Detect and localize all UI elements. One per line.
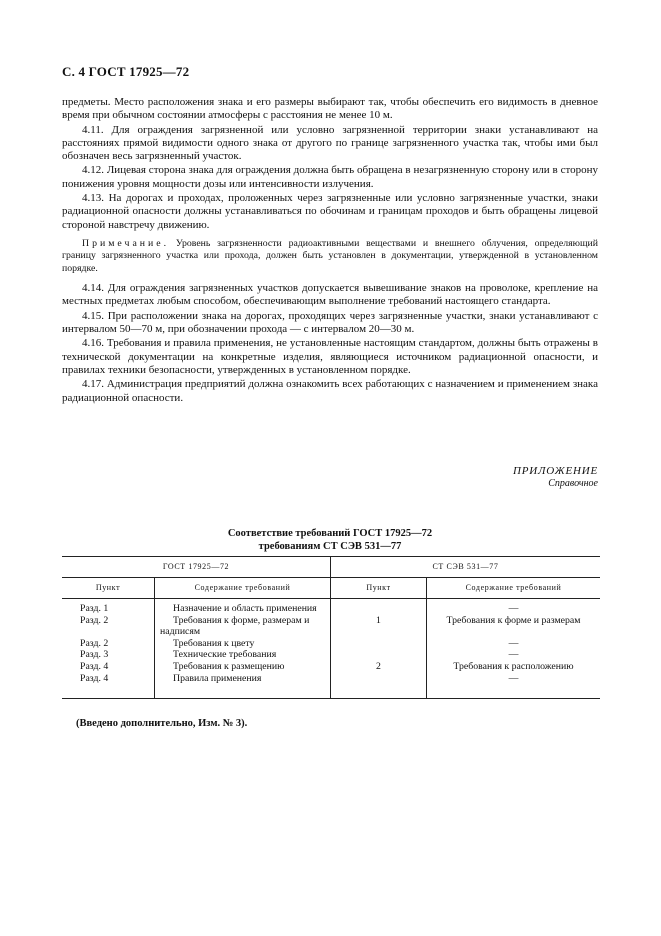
gost-content-cell xyxy=(155,638,331,650)
gost-content-cell xyxy=(155,649,331,661)
gost-item-cell: Разд. 2 xyxy=(80,637,109,649)
column-header-sev-content: Содержание требований xyxy=(427,578,601,599)
sev-item-cell xyxy=(331,638,427,650)
gost-content-text: Технические требования xyxy=(173,649,277,661)
sev-content-cell: Требования к форме и размерам xyxy=(427,615,601,638)
appendix-title: ПРИЛОЖЕНИЕ xyxy=(513,465,598,477)
sev-item-cell xyxy=(331,649,427,661)
gost-content-text: Требования к форме, размерам и надписям xyxy=(160,614,310,638)
sev-content-cell: — xyxy=(427,649,601,661)
paragraph-4-15: 4.15. При расположении знака на дорогах, проходящих через загрязненные участки, знаки устанавливают с интервалом 50—70 м, при обозначении прохода — с интервалом 20—30 м. xyxy=(62,309,598,336)
page-header: С. 4 ГОСТ 17925—72 xyxy=(62,64,190,79)
group-header-st-sev: СТ СЭВ 531—77 xyxy=(331,557,601,578)
gost-content-cell xyxy=(155,615,331,638)
appendix-heading xyxy=(513,465,598,489)
body-text xyxy=(62,96,598,406)
table-row xyxy=(62,615,600,638)
column-header-sev-item: Пункт xyxy=(331,578,427,599)
sev-content-cell: — xyxy=(427,638,601,650)
gost-item-cell: Разд. 2 xyxy=(80,614,109,626)
table-caption xyxy=(62,527,598,553)
table-row xyxy=(62,599,600,615)
gost-content-text: Правила применения xyxy=(173,672,262,684)
table-row xyxy=(62,673,600,699)
paragraph-4-16: 4.16. Требования и правила применения, не установленные настоящим стандартом, должны быть отражены в технической документации на конкретные изделия, являющиеся источником радиационной опасности, и правилах техники безопасности, утвержденных в установленном порядке. xyxy=(62,337,598,376)
note-label: Примечание. xyxy=(82,237,170,249)
gost-item-cell: Разд. 4 xyxy=(62,673,155,699)
paragraph-4-14: 4.14. Для ограждения загрязненных участков допускается вывешивание знаков на проволоке, крепление на местных предметах любым способом, обеспечивающим выполнение требований настоящего стандарта. xyxy=(62,282,598,308)
column-header-gost-item: Пункт xyxy=(62,578,155,599)
sev-item-cell xyxy=(331,673,427,699)
sev-content-cell: — xyxy=(427,599,601,615)
note-text: Уровень загрязненности радиоактивными веществами и внешнего облучения, определяющий границу загрязненного участка или прохода, должен быть установлен в документации, утвержденной в установленном порядке. xyxy=(62,237,599,274)
sev-item-cell: 2 xyxy=(331,661,427,673)
table-caption-line-1: Соответствие требований ГОСТ 17925—72 xyxy=(227,528,433,539)
sev-item-cell xyxy=(331,599,427,615)
table-row xyxy=(62,638,600,650)
paragraph-continuation: предметы. Место расположения знака и его размеры выбирают так, чтобы обеспечить его видимость в дневное время при обычном состоянии атмосферы с расстояния не менее 10 м. xyxy=(62,96,598,122)
gost-content-cell xyxy=(155,599,331,615)
gost-content-text: Требования к размещению xyxy=(173,660,285,672)
group-header-gost: ГОСТ 17925—72 xyxy=(62,557,331,578)
gost-content-cell xyxy=(155,673,331,699)
table-row xyxy=(62,649,600,661)
paragraph-4-17: 4.17. Администрация предприятий должна ознакомить всех работающих с назначением и применением знака радиационной опасности. xyxy=(62,378,598,404)
sev-content-cell: — xyxy=(427,673,601,699)
sev-item-cell: 1 xyxy=(331,615,427,638)
note xyxy=(62,238,598,275)
paragraph-4-11: 4.11. Для ограждения загрязненной или условно загрязненной территории знаки устанавливают на расстояниях прямой видимости одного знака от другого по границе загрязненного участка так, чтобы ими был обозначен весь загрязненный участок. xyxy=(62,123,598,163)
gost-content-text: Назначение и область применения xyxy=(173,603,317,614)
gost-content-cell xyxy=(155,661,331,673)
table-row xyxy=(62,661,600,673)
sev-content-cell: Требования к расположению xyxy=(427,661,601,673)
gost-item-cell: Разд. 4 xyxy=(80,660,109,672)
paragraph-4-13: 4.13. На дорогах и проходах, проложенных через загрязненные или условно загрязненные участки, знаки радиационной опасности должны устанавливаться по обочинам и границам проходов и быть обращены лицевой стороной навстречу движению. xyxy=(62,192,598,231)
gost-item-cell: Разд. 1 xyxy=(80,603,109,614)
gost-content-text: Требования к цвету xyxy=(173,637,255,649)
table-caption-line-2: требованиям СТ СЭВ 531—77 xyxy=(258,541,402,552)
column-header-gost-content: Содержание требований xyxy=(155,578,331,599)
gost-item-cell: Разд. 3 xyxy=(80,649,109,661)
correspondence-table xyxy=(62,556,600,699)
paragraph-4-12: 4.12. Лицевая сторона знака для ограждения должна быть обращена в незагрязненную сторону или в сторону понижения уровня мощности дозы или интенсивности излучения. xyxy=(62,164,598,190)
appendix-subtitle: Справочное xyxy=(548,478,598,489)
amendment-note: (Введено дополнительно, Изм. № 3). xyxy=(76,718,248,729)
